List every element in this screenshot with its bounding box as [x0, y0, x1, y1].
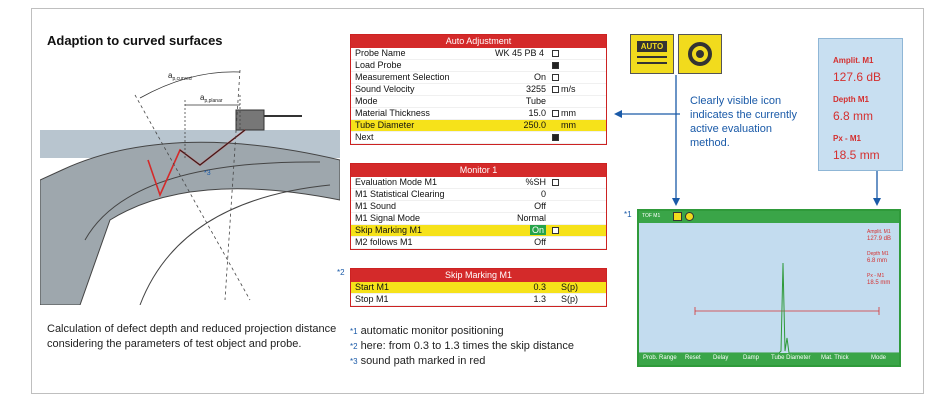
- menu-row-start-m1[interactable]: Start M1 0.3 S(p): [351, 282, 606, 294]
- footnote: $^{*3}$ sound path marked in red: [350, 355, 486, 367]
- callout-text: Clearly visible icon indicates the currently active evaluation method.: [690, 95, 797, 149]
- a-scan-plot: [639, 223, 899, 355]
- menu-row-measurement-selection[interactable]: Measurement Selection On: [351, 72, 606, 84]
- marker-1: *1: [624, 210, 632, 219]
- menu-row-signal-mode[interactable]: M1 Signal Mode Normal: [351, 213, 606, 225]
- curved-surface-diagram: [40, 50, 340, 305]
- a-curved-label: $a_{p,curved}$: [168, 71, 192, 82]
- enter-icon: [552, 134, 559, 141]
- softkey-mode[interactable]: Mode: [871, 355, 887, 361]
- measurement-readout: Amplit. M1 127.6 dB Depth M1 6.8 mm Px - M1 18.5 mm: [818, 38, 903, 171]
- ultrasonic-scope-screen: TOF M1 Amplit. M1 127.9 dB Depth M1 6.8 mm Px - M1 18.5 mm Prob. Range Reset Delay Damp Tube Diameter Mat. Thick Mode: [637, 209, 901, 367]
- a-planar-label: $a_{p,planar}$: [200, 93, 223, 104]
- auto-adjustment-header: Auto Adjustment: [351, 35, 606, 48]
- menu-row-material-thickness[interactable]: Material Thickness 15.0 mm: [351, 108, 606, 120]
- diagram-caption: Calculation of defect depth and reduced projection distance considering the parameters of test object and probe.: [47, 323, 337, 350]
- list-icon: [552, 74, 559, 81]
- info-icon: [552, 50, 559, 57]
- menu-row-tube-diameter[interactable]: Tube Diameter 250.0 mm: [351, 120, 606, 132]
- scope-softkey-bar: [639, 353, 899, 365]
- menu-row-next[interactable]: Next: [351, 132, 606, 144]
- menu-row-evaluation-mode[interactable]: Evaluation Mode M1 %SH: [351, 177, 606, 189]
- auto-adjustment-panel: [350, 34, 607, 145]
- list-icon: [552, 86, 559, 93]
- softkey-damp[interactable]: Damp: [743, 355, 760, 361]
- auto-mode-icon: [673, 212, 682, 221]
- menu-row-mode[interactable]: Mode Tube: [351, 96, 606, 108]
- monitor-header: Monitor 1: [351, 164, 606, 177]
- softkey-prob-range[interactable]: Prob. Range: [643, 355, 677, 361]
- arrow-down-icon: [672, 198, 680, 206]
- softkey-tube-diameter[interactable]: Tube Diameter: [771, 355, 811, 361]
- menu-row-m2-follows[interactable]: M2 follows M1 Off: [351, 237, 606, 249]
- arrow-down-icon: [873, 198, 881, 206]
- skip-marking-header: Skip Marking M1: [351, 269, 606, 282]
- arrow-left-icon: [614, 110, 622, 118]
- menu-row-stop-m1[interactable]: Stop M1 1.3 S(p): [351, 294, 606, 306]
- enter-icon: [552, 62, 559, 69]
- evaluation-mode-icon: [678, 34, 722, 74]
- evaluation-mode-icon: [685, 212, 694, 221]
- menu-row-m1-sound[interactable]: M1 Sound Off: [351, 201, 606, 213]
- menu-row-statistical-clearing[interactable]: M1 Statistical Clearing 0: [351, 189, 606, 201]
- list-icon: [552, 179, 559, 186]
- softkey-reset[interactable]: Reset: [685, 355, 701, 361]
- menu-row-load-probe[interactable]: Load Probe: [351, 60, 606, 72]
- curved-wall: [40, 142, 340, 305]
- list-icon: [552, 227, 559, 234]
- softkey-mat-thick[interactable]: Mat. Thick: [821, 355, 849, 361]
- mark-3: *3: [204, 170, 211, 177]
- marker-2: *2: [337, 268, 345, 277]
- scope-top-bar: TOF M1: [639, 211, 899, 223]
- softkey-delay[interactable]: Delay: [713, 355, 729, 361]
- skip-marking-panel: [350, 268, 607, 307]
- footnotes: [350, 324, 574, 369]
- menu-row-probe-name[interactable]: Probe Name WK 45 PB 4: [351, 48, 606, 60]
- footnote: $^{*2}$ here: from 0.3 to 1.3 times the skip distance: [350, 340, 574, 352]
- echo-signal: [639, 263, 899, 353]
- footnote: $^{*1}$ automatic monitor positioning: [350, 325, 504, 337]
- auto-mode-icon: AUTO: [630, 34, 674, 74]
- monitor-panel: [350, 163, 607, 250]
- menu-row-sound-velocity[interactable]: Sound Velocity 3255 m/s: [351, 84, 606, 96]
- menu-row-skip-marking[interactable]: Skip Marking M1 On: [351, 225, 606, 237]
- section-title: Adaption to curved surfaces: [47, 33, 223, 48]
- list-icon: [552, 110, 559, 117]
